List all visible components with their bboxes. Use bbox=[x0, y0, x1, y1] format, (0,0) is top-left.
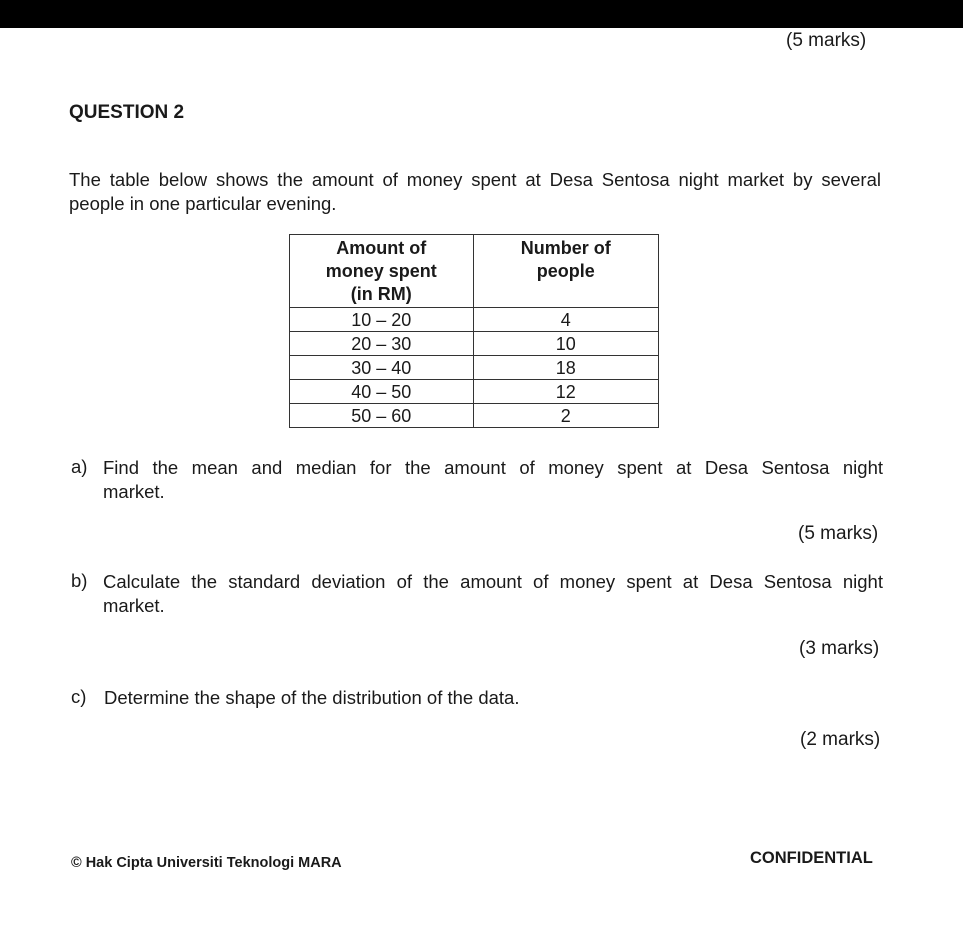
money-spent-table bbox=[289, 234, 659, 428]
part-b-text bbox=[103, 570, 883, 618]
intro-line-1: The table below shows the amount of money spent at Desa Sentosa night market by several bbox=[69, 169, 881, 190]
part-c-label: c) bbox=[71, 686, 87, 707]
count-cell: 12 bbox=[473, 380, 659, 404]
table-row bbox=[290, 356, 659, 380]
range-cell: 10 – 20 bbox=[290, 308, 474, 332]
count-cell: 18 bbox=[473, 356, 659, 380]
header-amount: Amount of money spent (in RM) bbox=[290, 235, 474, 308]
part-b-label: b) bbox=[71, 570, 88, 591]
range-cell: 30 – 40 bbox=[290, 356, 474, 380]
confidential-label: CONFIDENTIAL bbox=[750, 849, 873, 867]
table-row bbox=[290, 404, 659, 428]
table-row bbox=[290, 332, 659, 356]
copyright-notice: © Hak Cipta Universiti Teknologi MARA bbox=[71, 855, 342, 871]
count-cell: 4 bbox=[473, 308, 659, 332]
part-b-marks: (3 marks) bbox=[799, 638, 880, 659]
table-header-row bbox=[290, 235, 659, 308]
intro-line-2: people in one particular evening. bbox=[69, 193, 337, 214]
part-a-marks: (5 marks) bbox=[798, 523, 879, 544]
part-b-line-2: market. bbox=[103, 595, 165, 616]
part-c-marks: (2 marks) bbox=[800, 729, 881, 750]
question-title: QUESTION 2 bbox=[69, 102, 185, 123]
part-c-text: Determine the shape of the distribution of the data. bbox=[104, 687, 520, 708]
range-cell: 20 – 30 bbox=[290, 332, 474, 356]
part-a-text bbox=[103, 456, 883, 504]
header-people: Number of people bbox=[473, 235, 659, 308]
count-cell: 10 bbox=[473, 332, 659, 356]
part-a-line-2: market. bbox=[103, 481, 165, 502]
part-a-label: a) bbox=[71, 456, 88, 477]
count-cell: 2 bbox=[473, 404, 659, 428]
previous-marks: (5 marks) bbox=[786, 30, 867, 51]
table-row bbox=[290, 308, 659, 332]
table-row bbox=[290, 380, 659, 404]
part-b-line-1: Calculate the standard deviation of the amount of money spent at Desa Sentosa night bbox=[103, 571, 883, 592]
range-cell: 50 – 60 bbox=[290, 404, 474, 428]
part-a-line-1: Find the mean and median for the amount of money spent at Desa Sentosa night bbox=[103, 457, 883, 478]
question-intro bbox=[69, 168, 881, 216]
top-black-bar bbox=[0, 0, 963, 28]
range-cell: 40 – 50 bbox=[290, 380, 474, 404]
